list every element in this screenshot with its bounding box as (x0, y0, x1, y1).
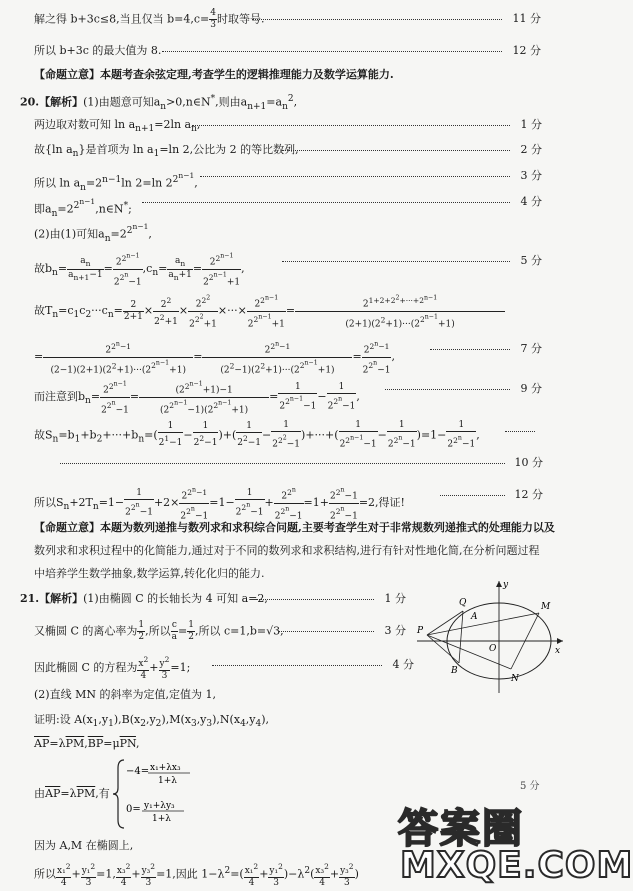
leader-dots (385, 389, 510, 390)
line-text: 所以 b+3c 的最大值为 8. (34, 44, 162, 57)
watermark-text-top: 答案圈 (398, 806, 524, 852)
score: 12 分 (514, 488, 543, 501)
line-18 (0, 540, 575, 562)
label-y: y (503, 580, 509, 590)
score: 4 分 (392, 658, 414, 671)
leader-dots (162, 51, 502, 52)
line-14: 故$S_n=b_1+b_2+\cdot\cdot\cdot+b_n=$( $\frac{1}{2^1-1}$ − $\frac{1}{2^2-1}$ )+( $\frac{1}{2^2-1}$ − $\frac{1}{2^{2^2}-1}$ )+···+( $\frac{1}{2^{2^{n-1}}-1}$ − $\frac{1}{2^{2^n}-1}$ )=1− $\frac{1}{2^{2^n}-1}$ , (0, 420, 575, 442)
score: 12 分 (512, 44, 541, 57)
line-3 (0, 64, 575, 86)
score: 4 分 (520, 195, 542, 208)
svg-text:y₁+λy₃: y₁+λy₃ (144, 801, 175, 811)
line-text: 数列求和求积过程中的化简能力,通过对于不同的数列求和求积结构,进行有针对性地化简,在分析问题过程 (34, 544, 540, 557)
score: 3 分 (384, 624, 406, 637)
svg-text:−4=: −4= (126, 766, 150, 777)
line-26: 由$\overline{AP}=\lambda\overline{PM}$,有 (34, 787, 110, 800)
line-2 (0, 40, 575, 62)
score: 10 分 (514, 456, 543, 469)
label-M: M (541, 602, 551, 612)
label-O: O (489, 644, 497, 654)
line-8: 即$a_n=2^{2^{n-1}},n\in N^*$; 4 分 (0, 191, 575, 213)
leader-dots (278, 631, 374, 632)
equation-system (112, 758, 242, 830)
svg-text:1+λ: 1+λ (152, 814, 171, 824)
line-16: 所以$S_n+2T_n=1-$ $\frac{1}{2^{2^n}-1}$ +2× $\frac{2^{2^n-1}}{2^{2^n}-1}$ =1− $\frac{1}{2^{2^n}-1}$ + $\frac{2^{2^n}}{2^{2^n}-1}$ =1+ $\frac{2^{2^n}-1}{2^{2^n}-1}$ =2,得证! 12 分 (34, 486, 543, 521)
line-6: 故{ln $a_n$}是首项为 $\ln a_1=\ln$ 2,公比为 2 的等比数列, 2 分 (0, 139, 575, 161)
line-15 (0, 452, 575, 474)
leader-dots (252, 19, 502, 20)
label-x: x (555, 646, 561, 656)
score: 1 分 (520, 118, 542, 131)
line-9: (2)由(1)可知$a_n=2^{2^{n-1}}$, (34, 222, 152, 244)
leader-dots (142, 202, 510, 203)
label-Q: Q (459, 598, 467, 608)
line-7: 所以 $\ln a_n=2^{n-1}\ln$ 2=ln $2^{2^{n-1}}$, 3 分 (0, 165, 575, 187)
leader-dots (440, 495, 505, 496)
leader-dots (256, 599, 374, 600)
watermark-text-bottom: MXQE.COM (400, 845, 633, 886)
line-24: 证明:设 $A(x_1,y_1),B(x_2,y_2),M(x_3,y_3),N(x_4,y_4)$, (34, 713, 270, 730)
line-5: 两边取对数可知 $\ln a_{n+1}=2\ln$ $a_n$, 1 分 (0, 114, 575, 136)
line-11: 故$T_n=c_1c_2\cdot\cdot\cdot c_n=$ $\frac{2}{2+1}$ × $\frac{2^2}{2^2+1}$ × $\frac{2^{2^2}}{2^{2^2}+1}$ ×···× $\frac{2^{2^{n-1}}}{2^{2^{n-1}}+1}$ = $\frac{2^{1+2+2^2+\cdot\cdot\cdot+2^{n-1}}}{(2+1)(2^2+1)\cdot\cdot\cdot(2^{2^{n-1}}+1)}$ (0, 292, 575, 314)
label-A: A (471, 612, 478, 622)
line-13: 而注意到$b_n=$ $\frac{2^{2^{n-1}}}{2^{2^n}-1}$ = $\frac{(2^{2^{n-1}}+1)-1}{(2^{2^{n-1}}-1)(2^{2^{n-1}}+1)}$ = $\frac{1}{2^{2^{n-1}}-1}$ − $\frac{1}{2^{2^n}-1}$ , 9 分 (34, 380, 542, 415)
line-text: (2)直线 MN 的斜率为定值,定值为 1, (34, 688, 216, 701)
line-4: 20.【解析】(1)由题意可知$a_n>0,n\in N^*$,则由$a_{n+1}=a_n^2$, (20, 94, 298, 112)
leader-dots (212, 665, 382, 666)
leader-dots (60, 463, 505, 464)
score: 5 分 (520, 781, 540, 792)
score: 3 分 (520, 169, 542, 182)
svg-text:1+λ: 1+λ (158, 776, 177, 786)
score: 2 分 (520, 143, 542, 156)
line-20: 21.【解析】(1)由椭圆 C 的长轴长为 4 可知 a=2, 1 分 (0, 588, 575, 610)
line-text: 【命题立意】本题考查余弦定理,考查学生的逻辑推理能力及数学运算能力. (34, 68, 394, 81)
line-17 (0, 517, 575, 539)
leader-dots (200, 176, 510, 177)
svg-text:x₁+λx₃: x₁+λx₃ (150, 763, 181, 773)
score: 11 分 (512, 12, 541, 25)
leader-dots (505, 431, 535, 432)
label-B: B (451, 666, 458, 676)
line-text: 中培养学生数学抽象,数学运算,转化化归的能力. (34, 567, 265, 580)
label-P: P (417, 626, 424, 636)
leader-dots (282, 150, 510, 151)
leader-dots (192, 125, 510, 126)
score: 7 分 (520, 342, 542, 355)
line-text: 【命题立意】本题为数列递推与数列求和求积综合问题,主要考查学生对于非常规数列递推式的处理能力以及 (34, 521, 555, 534)
line-25: $\overline{AP}=\lambda\overline{PM},\overline{BP}=\mu\overline{PN}$, (34, 737, 140, 750)
line-text: 因为 A,M 在椭圆上, (34, 839, 134, 852)
line-28: 所以 $\frac{x_1^2}{4}$ + $\frac{y_1^2}{3}$ =1, $\frac{x_3^2}{4}$ + $\frac{y_3^2}{3}$ =1,因此 $1-\lambda^2=$( $\frac{x_1^2}{4}$ + $\frac{y_1^2}{3}$ )$-\lambda^2$( $\frac{x_3^2}{4}$ + $\frac{y_3^2}{3}$ ) (34, 861, 359, 888)
svg-text:0=: 0= (126, 804, 141, 815)
score: 5 分 (520, 254, 542, 267)
leader-dots (282, 261, 510, 262)
score: 9 分 (520, 382, 542, 395)
line-10: 故$b_n=$ $\frac{a_n}{a_{n+1}-1}$ = $\frac{2^{2^{n-1}}}{2^{2^n}-1}$ $,c_n=$ $\frac{a_n}{a_n+1}$ = $\frac{2^{2^{n-1}}}{2^{2^{n-1}}+1}$ , 5 分 (34, 252, 542, 287)
watermark-logo (390, 795, 633, 887)
line-1: 解之得 b+3c≤8,当且仅当 b=4,c= $\frac{4}{3}$ 时取等号. 11 分 (34, 8, 541, 30)
ellipse-diagram (415, 577, 565, 695)
line-22: 因此椭圆 C 的方程为 $\frac{x^2}{4}$ + $\frac{y^2}{3}$ =1; 4 分 (34, 655, 414, 681)
score: 1 分 (384, 592, 406, 605)
line-12: = $\frac{2^{2^n-1}}{(2-1)(2+1)(2^2+1)\cdot\cdot\cdot(2^{2^{n-1}}+1)}$ = $\frac{2^{2^n-1}}{(2^2-1)(2^2+1)\cdot\cdot\cdot(2^{2^{n-1}}+1)}$ = $\frac{2^{2^n-1}}{2^{2^n}-1}$ , 7 分 (34, 340, 542, 375)
line-21: 又椭圆 C 的离心率为 $\frac{1}{2}$ ,所以 $\frac{c}{a}$ = $\frac{1}{2}$ ,所以 c=1,b=√3, 3 分 (34, 620, 406, 642)
label-N: N (511, 674, 519, 684)
leader-dots (430, 349, 510, 350)
